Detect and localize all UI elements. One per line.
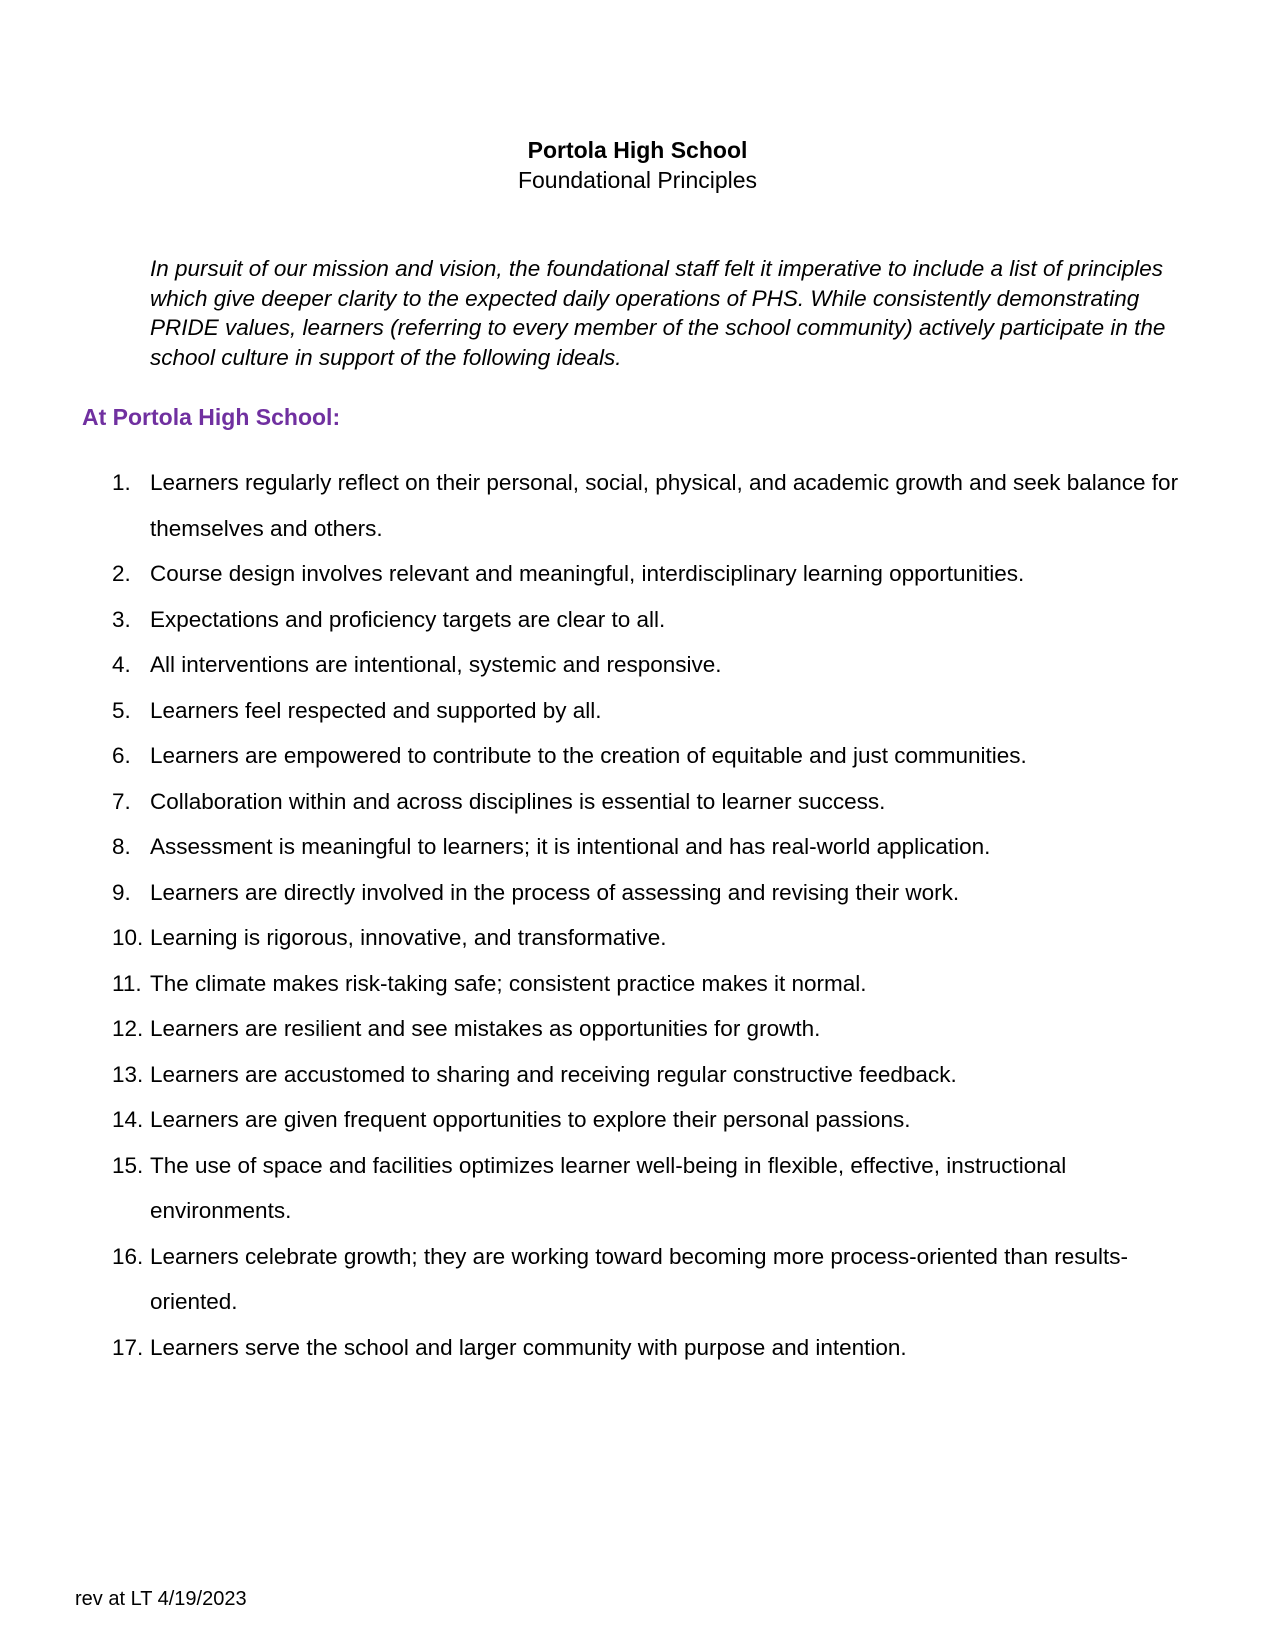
- principle-text: The use of space and facilities optimizes learner well-being in flexible, effective, instructional environments.: [150, 1152, 1067, 1223]
- principle-text: Course design involves relevant and meaningful, interdisciplinary learning opportunities.: [150, 561, 1025, 586]
- principle-item: [0, 961, 1275, 1007]
- principle-number: 15.: [112, 1152, 144, 1178]
- principle-text: Learners are directly involved in the process of assessing and revising their work.: [150, 879, 960, 905]
- principle-item: [0, 1097, 1275, 1143]
- principle-item: [0, 642, 1275, 688]
- principle-text: Learners are resilient and see mistakes as opportunities for growth.: [150, 1016, 821, 1041]
- principle-text: Learners are accustomed to sharing and receiving regular constructive feedback.: [150, 1061, 957, 1087]
- principle-number: 12.: [112, 1016, 144, 1041]
- revision-note: rev at LT 4/19/2023: [75, 1588, 247, 1610]
- principle-number: 8.: [112, 834, 131, 859]
- principle-text: The climate makes risk-taking safe; consistent practice makes it normal.: [150, 970, 867, 996]
- principle-item: [0, 1052, 1275, 1098]
- principle-text: Learners regularly reflect on their personal, social, physical, and academic growth and seek balance for themselves and others.: [150, 470, 1179, 541]
- principle-number: 13.: [112, 1061, 144, 1087]
- principle-number: 6.: [112, 743, 131, 768]
- principle-number: 9.: [112, 879, 131, 905]
- principle-text: Assessment is meaningful to learners; it is intentional and has real-world application.: [150, 834, 991, 859]
- principle-number: 16.: [112, 1243, 144, 1269]
- principle-item: [0, 1325, 1275, 1371]
- principle-item: [0, 870, 1275, 916]
- principle-text: Learners feel respected and supported by all.: [150, 697, 602, 723]
- page-title: Portola High School: [527, 137, 748, 163]
- principle-item: [0, 1143, 1275, 1234]
- principle-item: [0, 597, 1275, 643]
- principle-number: 14.: [112, 1107, 144, 1132]
- principle-text: Learners are empowered to contribute to the creation of equitable and just communities.: [150, 743, 1027, 768]
- principle-item: [0, 915, 1275, 961]
- principle-item: [0, 824, 1275, 870]
- principle-item: [0, 1234, 1275, 1325]
- principle-number: 7.: [112, 788, 131, 814]
- principle-item: [0, 1006, 1275, 1052]
- principle-item: [0, 460, 1275, 551]
- principle-text: Learners celebrate growth; they are working toward becoming more process-oriented than results-oriented.: [150, 1243, 1128, 1314]
- principles-list: [0, 460, 1275, 1370]
- section-heading: At Portola High School:: [82, 404, 341, 430]
- principle-item: [0, 779, 1275, 825]
- intro-paragraph: In pursuit of our mission and vision, the foundational staff felt it imperative to include a list of principles which give deeper clarity to the expected daily operations of PHS. While consistently demonstrating PRIDE values, learners (referring to every member of the school community) actively participate in the school culture in support of the following ideals.: [150, 256, 1166, 370]
- principle-item: [0, 733, 1275, 779]
- principle-number: 3.: [112, 606, 131, 632]
- principle-number: 2.: [112, 561, 131, 586]
- principle-number: 5.: [112, 697, 131, 723]
- principle-number: 1.: [112, 470, 131, 495]
- principle-number: 4.: [112, 652, 131, 677]
- principle-text: Expectations and proficiency targets are clear to all.: [150, 606, 666, 632]
- principle-text: Learners are given frequent opportunities to explore their personal passions.: [150, 1107, 911, 1132]
- principle-item: [0, 688, 1275, 734]
- principle-text: Learners serve the school and larger community with purpose and intention.: [150, 1334, 907, 1360]
- principle-number: 17.: [112, 1334, 144, 1360]
- principle-text: All interventions are intentional, systemic and responsive.: [150, 652, 722, 677]
- principle-text: Collaboration within and across disciplines is essential to learner success.: [150, 788, 886, 814]
- principle-item: [0, 551, 1275, 597]
- principle-number: 11.: [112, 970, 142, 996]
- principle-number: 10.: [112, 925, 144, 950]
- principle-text: Learning is rigorous, innovative, and transformative.: [150, 925, 667, 950]
- page-subtitle: Foundational Principles: [517, 167, 758, 193]
